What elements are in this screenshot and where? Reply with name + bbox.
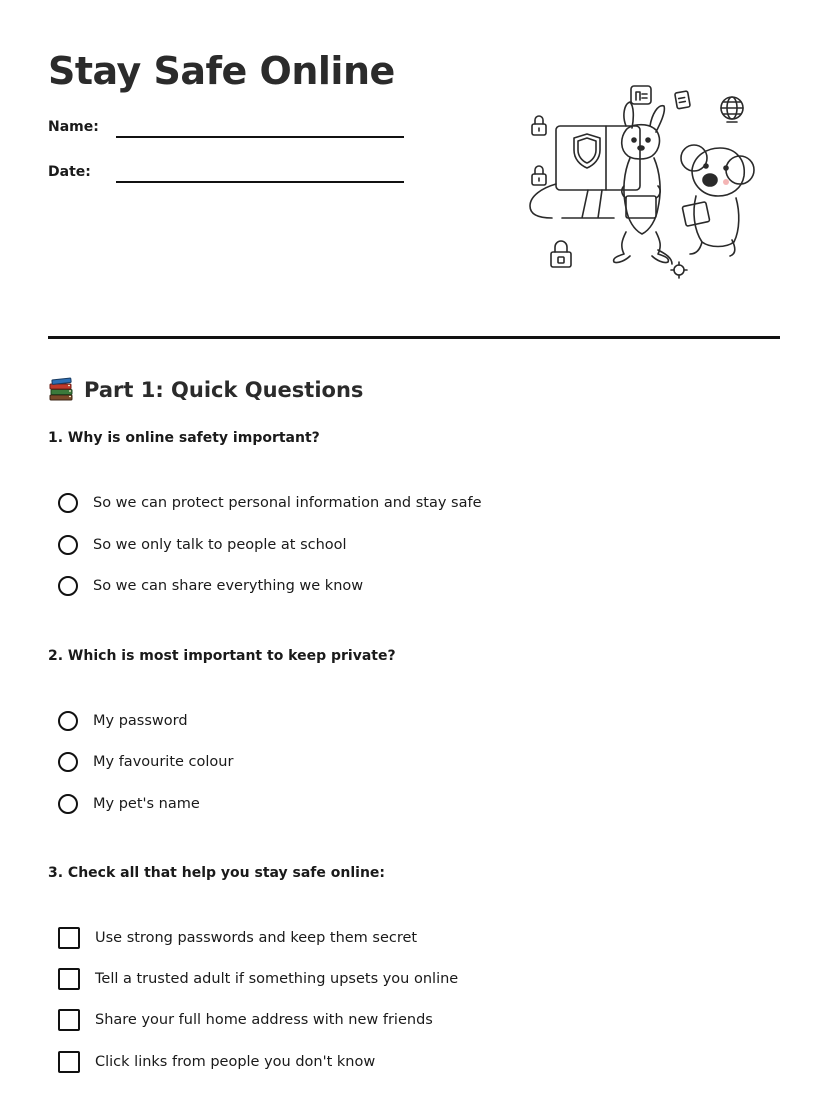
padlock-icon	[551, 241, 571, 267]
radio-button[interactable]	[58, 752, 78, 772]
radio-button[interactable]	[58, 794, 78, 814]
radio-button[interactable]	[58, 535, 78, 555]
section-heading-part1	[48, 374, 363, 406]
q3-option-4[interactable]	[58, 1050, 375, 1074]
option-label: Share your full home address with new friends	[95, 1012, 433, 1028]
option-label: So we can share everything we know	[93, 578, 364, 594]
radio-button[interactable]	[58, 711, 78, 731]
q1-option-3[interactable]	[58, 574, 363, 598]
name-label: Name:	[48, 119, 99, 135]
q1-option-2[interactable]	[58, 533, 347, 557]
q1-option-1[interactable]	[58, 491, 482, 515]
section-title: Part 1: Quick Questions	[84, 378, 364, 402]
gear-icon	[671, 262, 687, 278]
computer-monitor-icon	[530, 126, 640, 218]
clipboard-icon	[675, 91, 691, 109]
padlock-icon	[532, 166, 546, 185]
option-label: So we only talk to people at school	[93, 537, 347, 553]
option-label: Click links from people you don't know	[95, 1054, 376, 1070]
padlock-icon	[532, 116, 546, 135]
option-label: So we can protect personal information and stay safe	[93, 495, 482, 511]
q2-option-1[interactable]	[58, 709, 188, 733]
page-title: Stay Safe Online	[48, 49, 395, 93]
checkbox[interactable]	[58, 1009, 80, 1031]
question-1: 1. Why is online safety important?	[48, 430, 320, 446]
radio-button[interactable]	[58, 576, 78, 596]
option-label: My favourite colour	[93, 754, 234, 770]
question-3: 3. Check all that help you stay safe online:	[48, 865, 386, 881]
radio-button[interactable]	[58, 493, 78, 513]
q3-option-2[interactable]	[58, 967, 458, 991]
option-label: Use strong passwords and keep them secret	[95, 930, 418, 946]
q3-option-3[interactable]	[58, 1008, 433, 1032]
option-label: My pet's name	[93, 796, 200, 812]
document-icon	[631, 86, 651, 104]
date-field[interactable]	[48, 162, 408, 186]
q3-option-1[interactable]	[58, 926, 417, 950]
checkbox[interactable]	[58, 968, 80, 990]
section-divider	[48, 336, 780, 339]
koala-icon	[681, 145, 754, 256]
books-icon	[48, 377, 74, 403]
q2-option-2[interactable]	[58, 750, 233, 774]
globe-icon	[721, 97, 743, 122]
q2-option-3[interactable]	[58, 792, 200, 816]
checkbox[interactable]	[58, 927, 80, 949]
date-label: Date:	[48, 164, 91, 180]
date-input-line[interactable]	[116, 181, 404, 183]
checkbox[interactable]	[58, 1051, 80, 1073]
option-label: Tell a trusted adult if something upsets you online	[95, 971, 459, 987]
name-field[interactable]	[48, 117, 408, 141]
name-input-line[interactable]	[116, 136, 404, 138]
question-2: 2. Which is most important to keep private?	[48, 648, 396, 664]
option-label: My password	[93, 713, 188, 729]
kangaroo-koala-computer-illustration	[522, 80, 762, 285]
